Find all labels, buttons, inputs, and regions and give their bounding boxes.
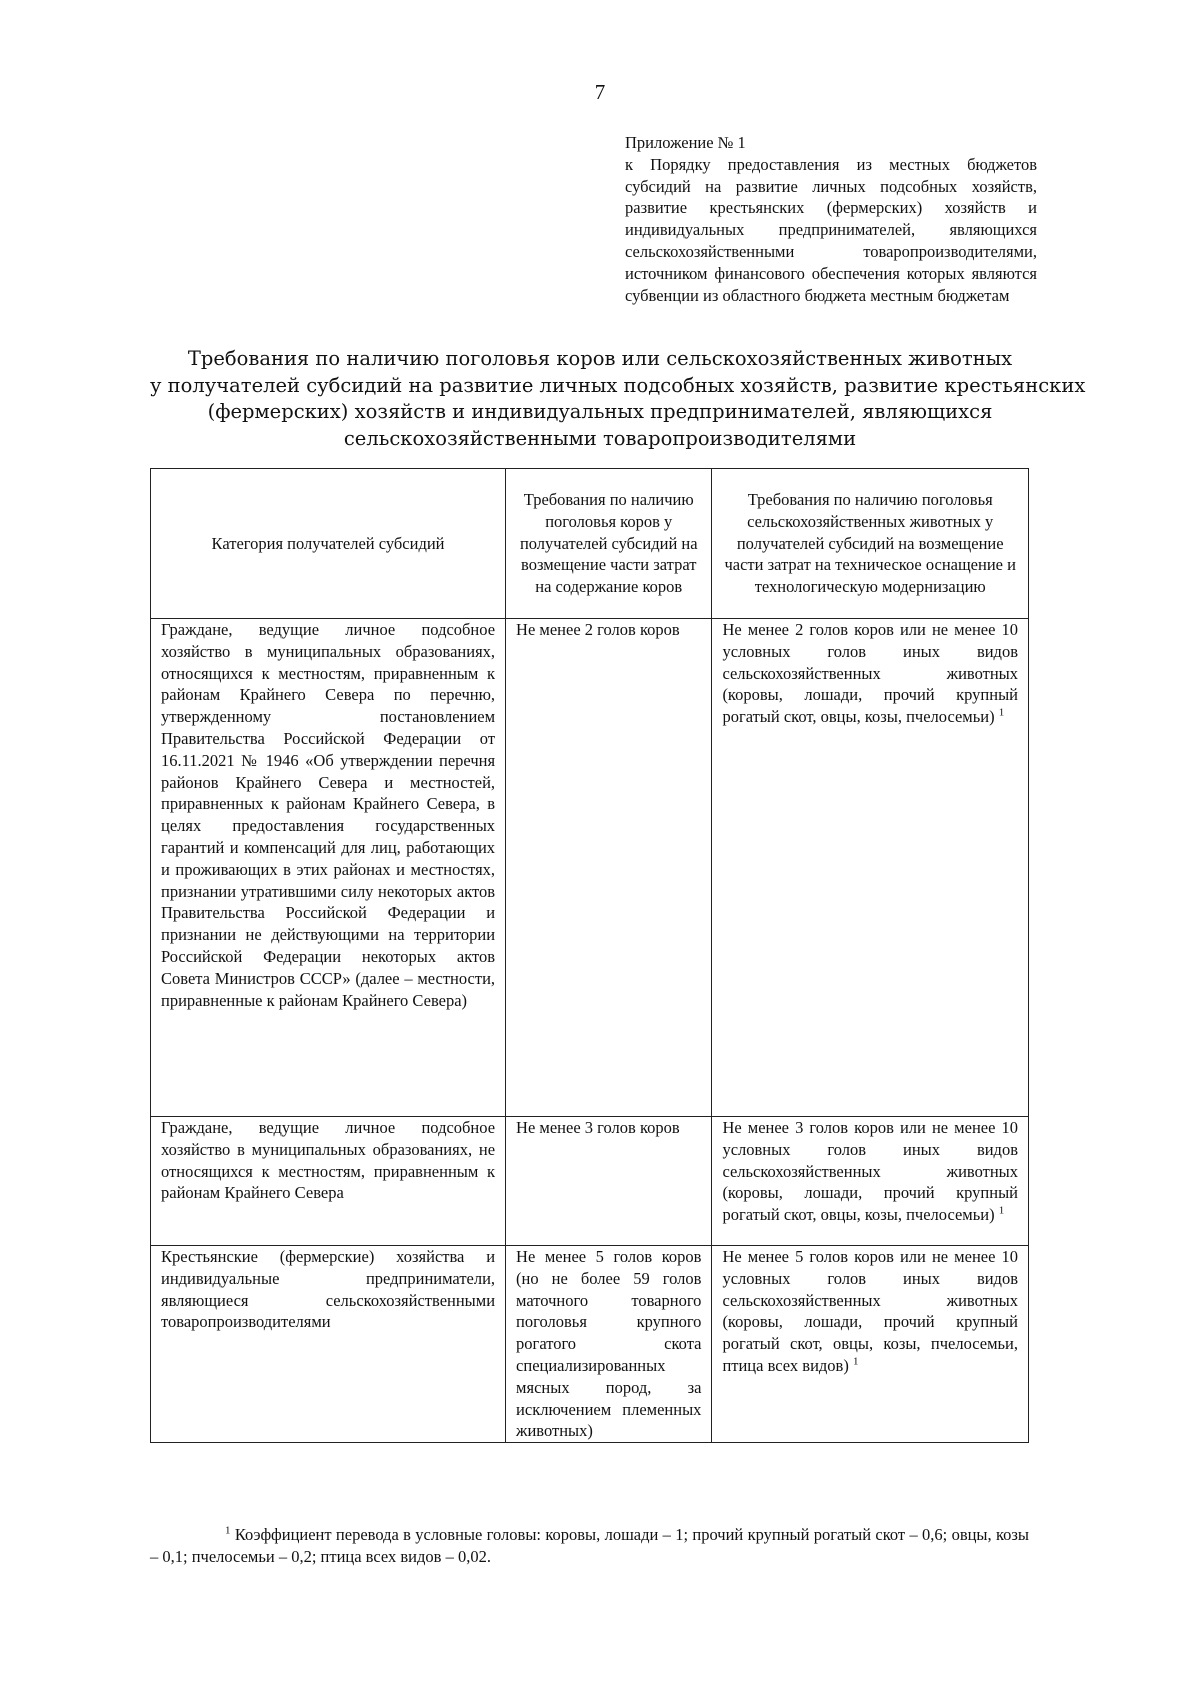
footnote-text: Коэффициент перевода в условные головы: коровы, лошади – 1; прочий крупный рогатый скот – 0,6; овцы, козы – 0,1; пчелосемьи – 0,2; птица всех видов – 0,02. xyxy=(150,1525,1030,1566)
row-animals-text: Не менее 5 голов коров или не менее 10 условных голов иных видов сельскохозяйственных животных (коровы, лошади, прочий крупный рогатый скот, овцы, козы, пчелосемьи, птица всех видов) xyxy=(722,1247,1018,1375)
header-category: Категория получателей субсидий xyxy=(151,469,506,619)
row-animals xyxy=(712,619,1029,1117)
row-animals xyxy=(712,1117,1029,1246)
title-line-1: Требования по наличию поголовья коров или сельскохозяйственных животных xyxy=(187,347,1013,370)
row-cows: Не менее 3 голов коров xyxy=(506,1117,712,1246)
footnote xyxy=(150,1524,1029,1568)
header-animals-requirement: Требования по наличию поголовья сельскохозяйственных животных у получателей субсидий на возмещение части затрат на техническое оснащение и технологическую модернизацию xyxy=(712,469,1029,619)
row-animals-text: Не менее 2 голов коров или не менее 10 условных голов иных видов сельскохозяйственных животных (коровы, лошади, прочий крупный рогатый скот, овцы, козы, пчелосемьи) xyxy=(722,620,1018,727)
row-animals xyxy=(712,1246,1029,1443)
requirements-table xyxy=(150,468,1029,1443)
title-line-4: сельскохозяйственными товаропроизводителями xyxy=(343,426,857,450)
footnote-mark: 1 xyxy=(852,1355,859,1368)
footnote-mark: 1 xyxy=(998,1204,1005,1217)
row-category: Граждане, ведущие личное подсобное хозяйство в муниципальных образованиях, относящихся к местностям, приравненным к районам Крайнего Севера по перечню, утвержденному постановлением Правительства Российской Федерации от 16.11.2021 № 1946 «Об утверждении перечня районов Крайнего Севера и местностей, приравненных к районам Крайнего Севера, в целях предоставления государственных гарантий и компенсаций для лиц, работающих и проживающих в этих районах и местностях, признании утратившими силу некоторых актов Правительства Российской Федерации и признании не действующими на территории Российской Федерации некоторых актов Совета Министров СССР» (далее – местности, приравненные к районам Крайнего Севера) xyxy=(151,619,506,1117)
document-title xyxy=(150,346,1086,452)
annex-block xyxy=(625,132,1037,306)
footnote-number: 1 xyxy=(225,1524,231,1537)
title-line-2: у получателей субсидий на развитие личных подсобных хозяйств, развитие крестьянских xyxy=(150,373,1086,397)
table-row xyxy=(151,1117,1029,1246)
header-cows-requirement: Требования по наличию поголовья коров у получателей субсидий на возмещение части затрат на содержание коров xyxy=(506,469,712,619)
table-row xyxy=(151,1246,1029,1443)
row-cows: Не менее 5 голов коров (но не более 59 голов маточного товарного поголовья крупного рогатого скота специализированных мясных пород, за исключением племенных животных) xyxy=(506,1246,712,1443)
row-category: Граждане, ведущие личное подсобное хозяйство в муниципальных образованиях, не относящихся к местностям, приравненным к районам Крайнего Севера xyxy=(151,1117,506,1246)
table-row xyxy=(151,619,1029,1117)
row-category: Крестьянские (фермерские) хозяйства и индивидуальные предприниматели, являющиеся сельскохозяйственными товаропроизводителями xyxy=(151,1246,506,1443)
title-line-3: (фермерских) хозяйств и индивидуальных предпринимателей, являющихся xyxy=(207,400,993,424)
row-cows: Не менее 2 голов коров xyxy=(506,619,712,1117)
footnote-mark: 1 xyxy=(998,706,1005,719)
row-animals-text: Не менее 3 голов коров или не менее 10 условных голов иных видов сельскохозяйственных животных (коровы, лошади, прочий крупный рогатый скот, овцы, козы, пчелосемьи) xyxy=(722,1118,1018,1225)
annex-body: к Порядку предоставления из местных бюджетов субсидий на развитие личных подсобных хозяйств, развитие крестьянских (фермерских) хозяйств и индивидуальных предпринимателей, являющихся сельскохозяйственными товаропроизводителями, источником финансового обеспечения которых являются субвенции из областного бюджета местным бюджетам xyxy=(625,154,1037,305)
table-header-row xyxy=(151,469,1029,619)
page-number: 7 xyxy=(594,80,606,104)
annex-heading: Приложение № 1 xyxy=(625,133,746,152)
